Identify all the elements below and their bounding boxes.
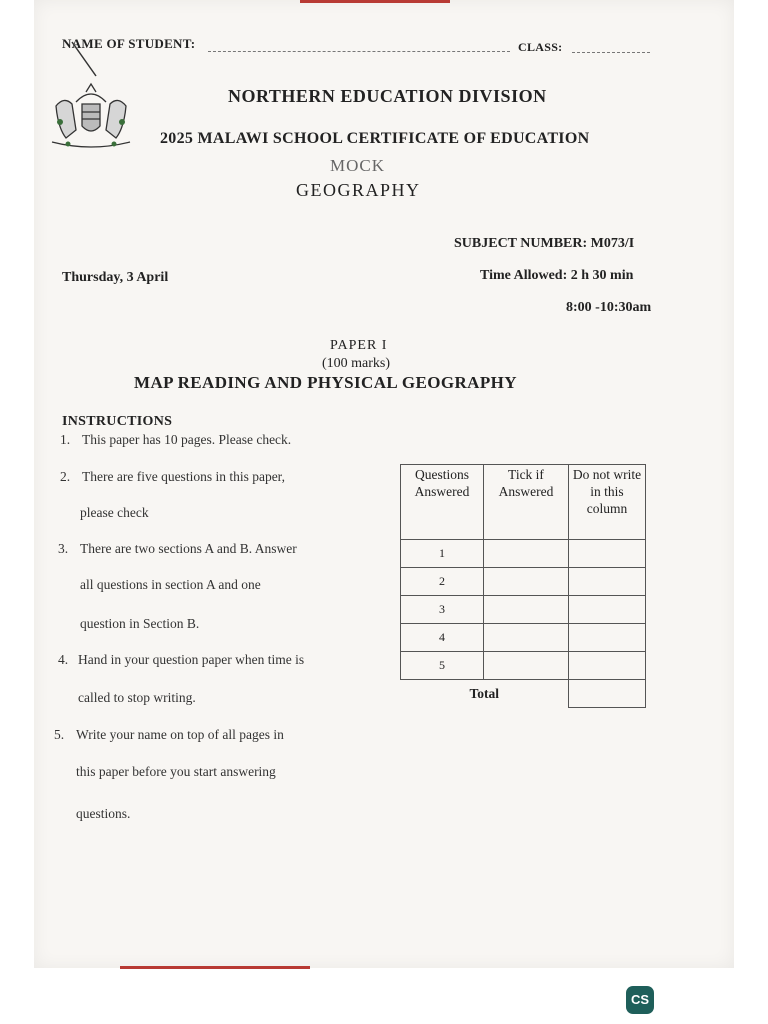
table-row bbox=[401, 596, 646, 624]
answer-tracking-table bbox=[400, 464, 646, 708]
total-label: Total bbox=[469, 686, 499, 702]
table-total-row bbox=[401, 680, 646, 708]
subject-number: SUBJECT NUMBER: M073/I bbox=[454, 236, 635, 251]
time-allowed: Time Allowed: 2 h 30 min bbox=[480, 268, 634, 283]
examiner-cell bbox=[569, 652, 646, 680]
instruction-item-5-number: 5. bbox=[54, 727, 65, 742]
examiner-cell bbox=[569, 624, 646, 652]
examiner-cell bbox=[569, 540, 646, 568]
examiner-cell bbox=[569, 596, 646, 624]
question-number-cell: 3 bbox=[401, 596, 484, 624]
student-name-label: NAME OF STUDENT: bbox=[62, 36, 196, 51]
question-number-cell: 2 bbox=[401, 568, 484, 596]
malawi-coat-of-arms-icon bbox=[46, 82, 136, 152]
paper-marks: (100 marks) bbox=[322, 356, 391, 371]
table-row bbox=[401, 652, 646, 680]
instruction-item-5-line: this paper before you start answering bbox=[76, 764, 276, 779]
column-header-do-not-write: Do not write in this column bbox=[569, 465, 646, 540]
instruction-item-4-line: called to stop writing. bbox=[78, 690, 196, 705]
instruction-item-3-number: 3. bbox=[58, 541, 69, 556]
class-label: CLASS: bbox=[518, 40, 563, 54]
instruction-item-3-line: There are two sections A and B. Answer bbox=[80, 541, 297, 556]
page-edge-mark bbox=[300, 0, 450, 3]
column-header-questions: Questions Answered bbox=[401, 465, 484, 540]
instruction-item-1-number: 1. bbox=[60, 432, 71, 447]
exam-title: 2025 MALAWI SCHOOL CERTIFICATE OF EDUCATION bbox=[160, 130, 590, 147]
instruction-item-5-line: questions. bbox=[76, 806, 131, 821]
instruction-item-2-line: There are five questions in this paper, bbox=[82, 469, 286, 484]
instruction-item-4-number: 4. bbox=[58, 652, 69, 667]
tick-cell[interactable] bbox=[484, 568, 569, 596]
table-header-row bbox=[401, 465, 646, 540]
instruction-item-3-line: all questions in section A and one bbox=[80, 577, 261, 592]
paper-title: MAP READING AND PHYSICAL GEOGRAPHY bbox=[134, 373, 517, 392]
question-number-cell: 4 bbox=[401, 624, 484, 652]
pen-stroke-mark bbox=[70, 40, 100, 80]
table-row bbox=[401, 624, 646, 652]
tick-cell[interactable] bbox=[484, 652, 569, 680]
tick-cell[interactable] bbox=[484, 624, 569, 652]
tick-cell[interactable] bbox=[484, 540, 569, 568]
question-number-cell: 5 bbox=[401, 652, 484, 680]
total-cell bbox=[569, 680, 646, 708]
time-range: 8:00 -10:30am bbox=[566, 300, 652, 315]
exam-date: Thursday, 3 April bbox=[62, 270, 169, 285]
camscanner-logo-icon: CS bbox=[626, 986, 654, 1014]
paper-number: PAPER I bbox=[330, 338, 388, 353]
examiner-cell bbox=[569, 568, 646, 596]
instruction-item-4-line: Hand in your question paper when time is bbox=[78, 652, 305, 667]
subject-title: GEOGRAPHY bbox=[296, 180, 421, 200]
instruction-item-1-line: This paper has 10 pages. Please check. bbox=[82, 432, 292, 447]
class-line bbox=[572, 52, 650, 53]
tick-cell[interactable] bbox=[484, 596, 569, 624]
instruction-item-2-number: 2. bbox=[60, 469, 71, 484]
column-header-tick: Tick if Answered bbox=[484, 465, 569, 540]
question-number-cell: 1 bbox=[401, 540, 484, 568]
division-title: NORTHERN EDUCATION DIVISION bbox=[228, 86, 547, 106]
student-name-line bbox=[208, 51, 510, 52]
instruction-item-3-line: question in Section B. bbox=[80, 616, 200, 631]
instruction-item-5-line: Write your name on top of all pages in bbox=[76, 727, 284, 742]
instructions-heading: INSTRUCTIONS bbox=[62, 414, 173, 429]
table-row bbox=[401, 540, 646, 568]
page-edge-mark bbox=[120, 966, 310, 969]
mock-label: MOCK bbox=[330, 156, 386, 175]
instruction-item-2-line: please check bbox=[80, 505, 149, 520]
table-row bbox=[401, 568, 646, 596]
